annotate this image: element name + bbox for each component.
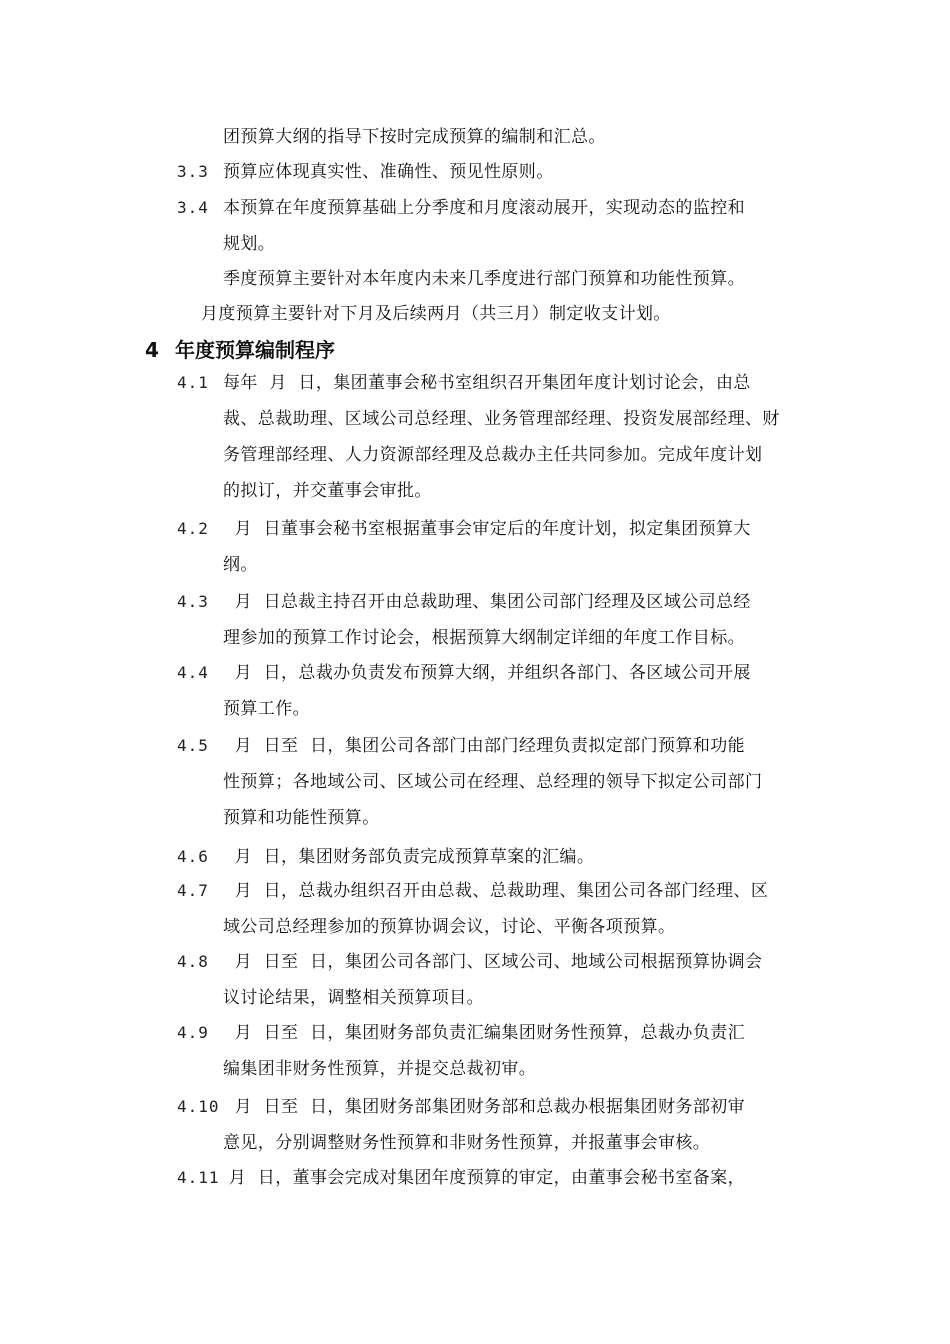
item-text-line: 月 日至 日，集团财务部负责汇编集团财务性预算，总裁办负责汇 [223, 1023, 746, 1043]
item-number: 4.8 [177, 952, 209, 971]
item-text-line: 的拟订，并交董事会审批。 [223, 481, 432, 501]
item-text-line: 域公司总经理参加的预算协调会议，讨论、平衡各项预算。 [223, 917, 676, 937]
item-number: 4.6 [177, 847, 209, 866]
item-text-line: 议讨论结果，调整相关预算项目。 [223, 988, 484, 1008]
item-number: 4.11 [177, 1168, 220, 1187]
item-text-line: 纲。 [223, 555, 258, 575]
item-number: 4.10 [177, 1097, 220, 1116]
item-text-line: 月 日董事会秘书室根据董事会审定后的年度计划，拟定集团预算大 [223, 519, 751, 539]
section-number: 4 [145, 338, 159, 362]
item-number: 4.9 [177, 1023, 209, 1042]
item-text-line: 理参加的预算工作讨论会，根据预算大纲制定详细的年度工作目标。 [223, 628, 745, 648]
item-text-line: 预算工作。 [223, 699, 310, 719]
monthly-budget-paragraph: 月度预算主要针对下月及后续两月（共三月）制定收支计划。 [201, 304, 671, 324]
item-text-line: 意见，分别调整财务性预算和非财务性预算，并报董事会审核。 [223, 1133, 711, 1153]
item-text-line: 编集团非财务性预算，并提交总裁初审。 [223, 1059, 537, 1079]
quarterly-budget-paragraph: 季度预算主要针对本年度内未来几季度进行部门预算和功能性预算。 [223, 269, 745, 289]
item-text-line: 月 日，总裁办负责发布预算大纲，并组织各部门、各区域公司开展 [223, 663, 751, 683]
item-text-line: 月 日至 日，集团公司各部门由部门经理负责拟定部门预算和功能 [223, 736, 746, 756]
continuation-3-2: 团预算大纲的指导下按时完成预算的编制和汇总。 [223, 127, 606, 147]
item-number-3-3: 3.3 [177, 162, 209, 181]
item-text-3-4-line2: 规划。 [223, 234, 276, 254]
item-text-line: 务管理部经理、人力资源部经理及总裁办主任共同参加。完成年度计划 [223, 445, 763, 465]
item-text-line: 月 日，董事会完成对集团年度预算的审定，由董事会秘书室备案， [223, 1168, 746, 1188]
item-number: 4.4 [177, 663, 209, 682]
item-text-line: 预算和功能性预算。 [223, 808, 380, 828]
item-number: 4.5 [177, 736, 209, 755]
item-number: 4.3 [177, 592, 209, 611]
item-number: 4.7 [177, 881, 209, 900]
item-number-3-4: 3.4 [177, 198, 209, 217]
item-text-3-4-line1: 本预算在年度预算基础上分季度和月度滚动展开，实现动态的监控和 [223, 198, 745, 218]
item-text-line: 月 日至 日，集团公司各部门、区域公司、地域公司根据预算协调会 [223, 952, 763, 972]
item-text-line: 月 日，集团财务部负责完成预算草案的汇编。 [223, 847, 595, 867]
item-text-line: 每年 月 日，集团董事会秘书室组织召开集团年度计划讨论会，由总 [223, 373, 751, 393]
item-text-line: 月 日，总裁办组织召开由总裁、总裁助理、集团公司各部门经理、区 [223, 881, 769, 901]
item-number: 4.2 [177, 519, 209, 538]
item-text-line: 月 日总裁主持召开由总裁助理、集团公司部门经理及区域公司总经 [223, 592, 751, 612]
item-text-line: 性预算；各地域公司、区域公司在经理、总经理的领导下拟定公司部门 [223, 772, 763, 792]
item-number: 4.1 [177, 373, 209, 392]
item-text-line: 裁、总裁助理、区域公司总经理、业务管理部经理、投资发展部经理、财 [223, 409, 780, 429]
section-title: 年度预算编制程序 [175, 338, 335, 362]
section-4-heading [145, 337, 335, 363]
item-text-3-3: 预算应体现真实性、准确性、预见性原则。 [223, 162, 554, 182]
item-text-line: 月 日至 日，集团财务部集团财务部和总裁办根据集团财务部初审 [223, 1097, 746, 1117]
